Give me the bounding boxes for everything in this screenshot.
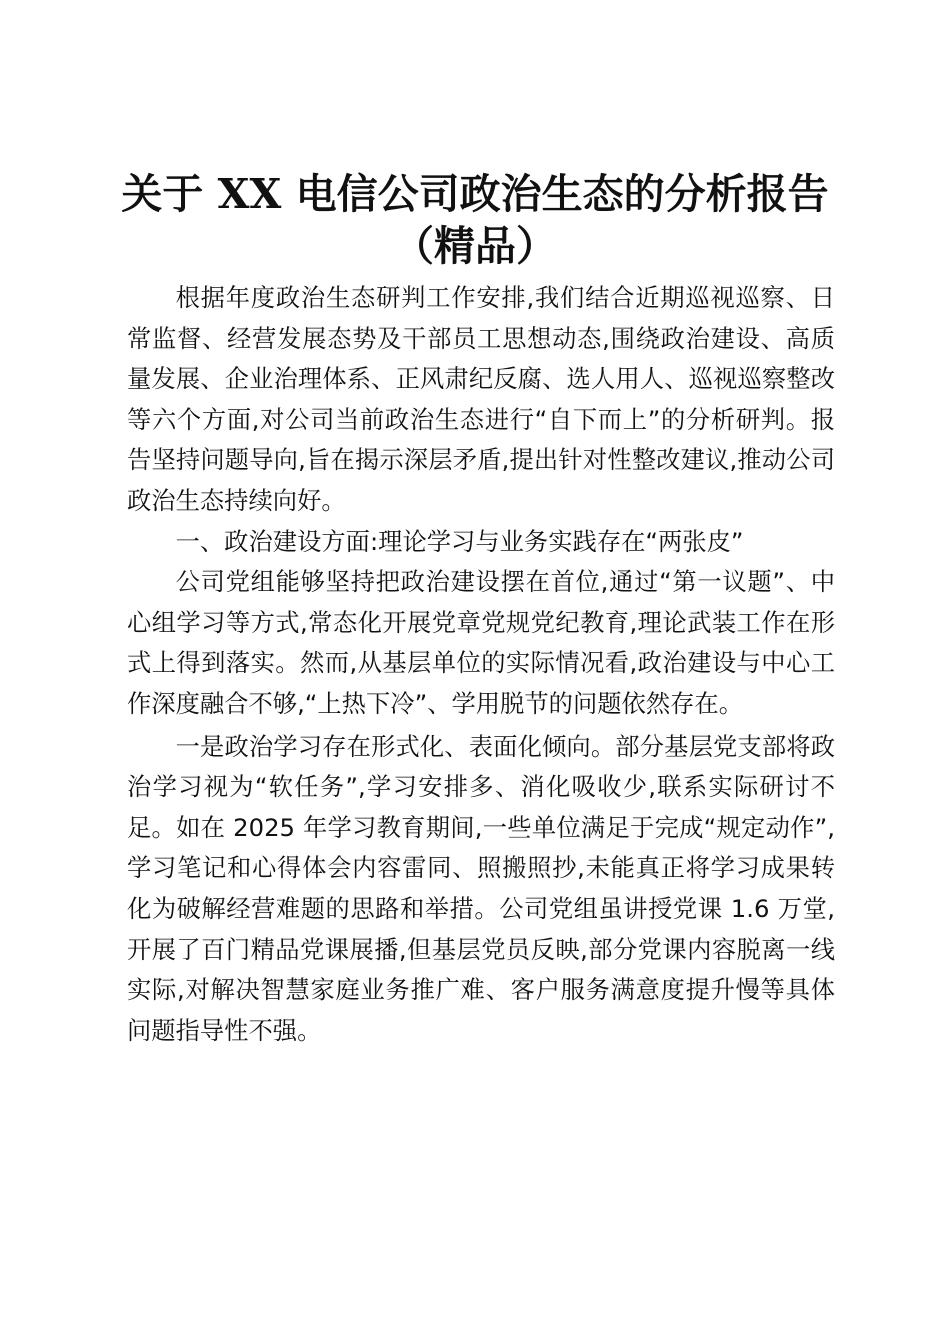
- document-body: [127, 278, 835, 1051]
- body-paragraph: 公司党组能够坚持把政治建设摆在首位,通过“第一议题”、中心组学习等方式,常态化开展党章党规党纪教育,理论武装工作在形式上得到落实。然而,从基层单位的实际情况看,政治建设与中心工作深度融合不够,“上热下冷”、学用脱节的问题依然存在。: [127, 567, 835, 718]
- body-paragraph: 一是政治学习存在形式化、表面化倾向。部分基层党支部将政治学习视为“软任务”,学习安排多、消化吸收少,联系实际研讨不足。如在 2025 年学习教育期间,一些单位满足于完成“规定动作”,学习笔记和心得体会内容雷同、照搬照抄,未能真正将学习成果转化为破解经营难题的思路和举措。公司党组虽讲授党课 1.6 万堂,开展了百门精品党课展播,但基层党员反映,部分党课内容脱离一线实际,对解决智慧家庭业务推广难、客户服务满意度提升慢等具体问题指导性不强。: [127, 731, 835, 1045]
- document-title-subtitle: （精品）: [393, 222, 557, 270]
- document-title: 关于 XX 电信公司政治生态的分析报告: [121, 170, 829, 218]
- intro-paragraph: 根据年度政治生态研判工作安排,我们结合近期巡视巡察、日常监督、经营发展态势及干部员工思想动态,围绕政治建设、高质量发展、企业治理体系、正风肃纪反腐、选人用人、巡视巡察整改等六个方面,对公司当前政治生态进行“自下而上”的分析研判。报告坚持问题导向,旨在揭示深层矛盾,提出针对性整改建议,推动公司政治生态持续向好。: [127, 283, 835, 515]
- section-heading: 一、政治建设方面:理论学习与业务实践存在“两张皮”: [175, 526, 744, 556]
